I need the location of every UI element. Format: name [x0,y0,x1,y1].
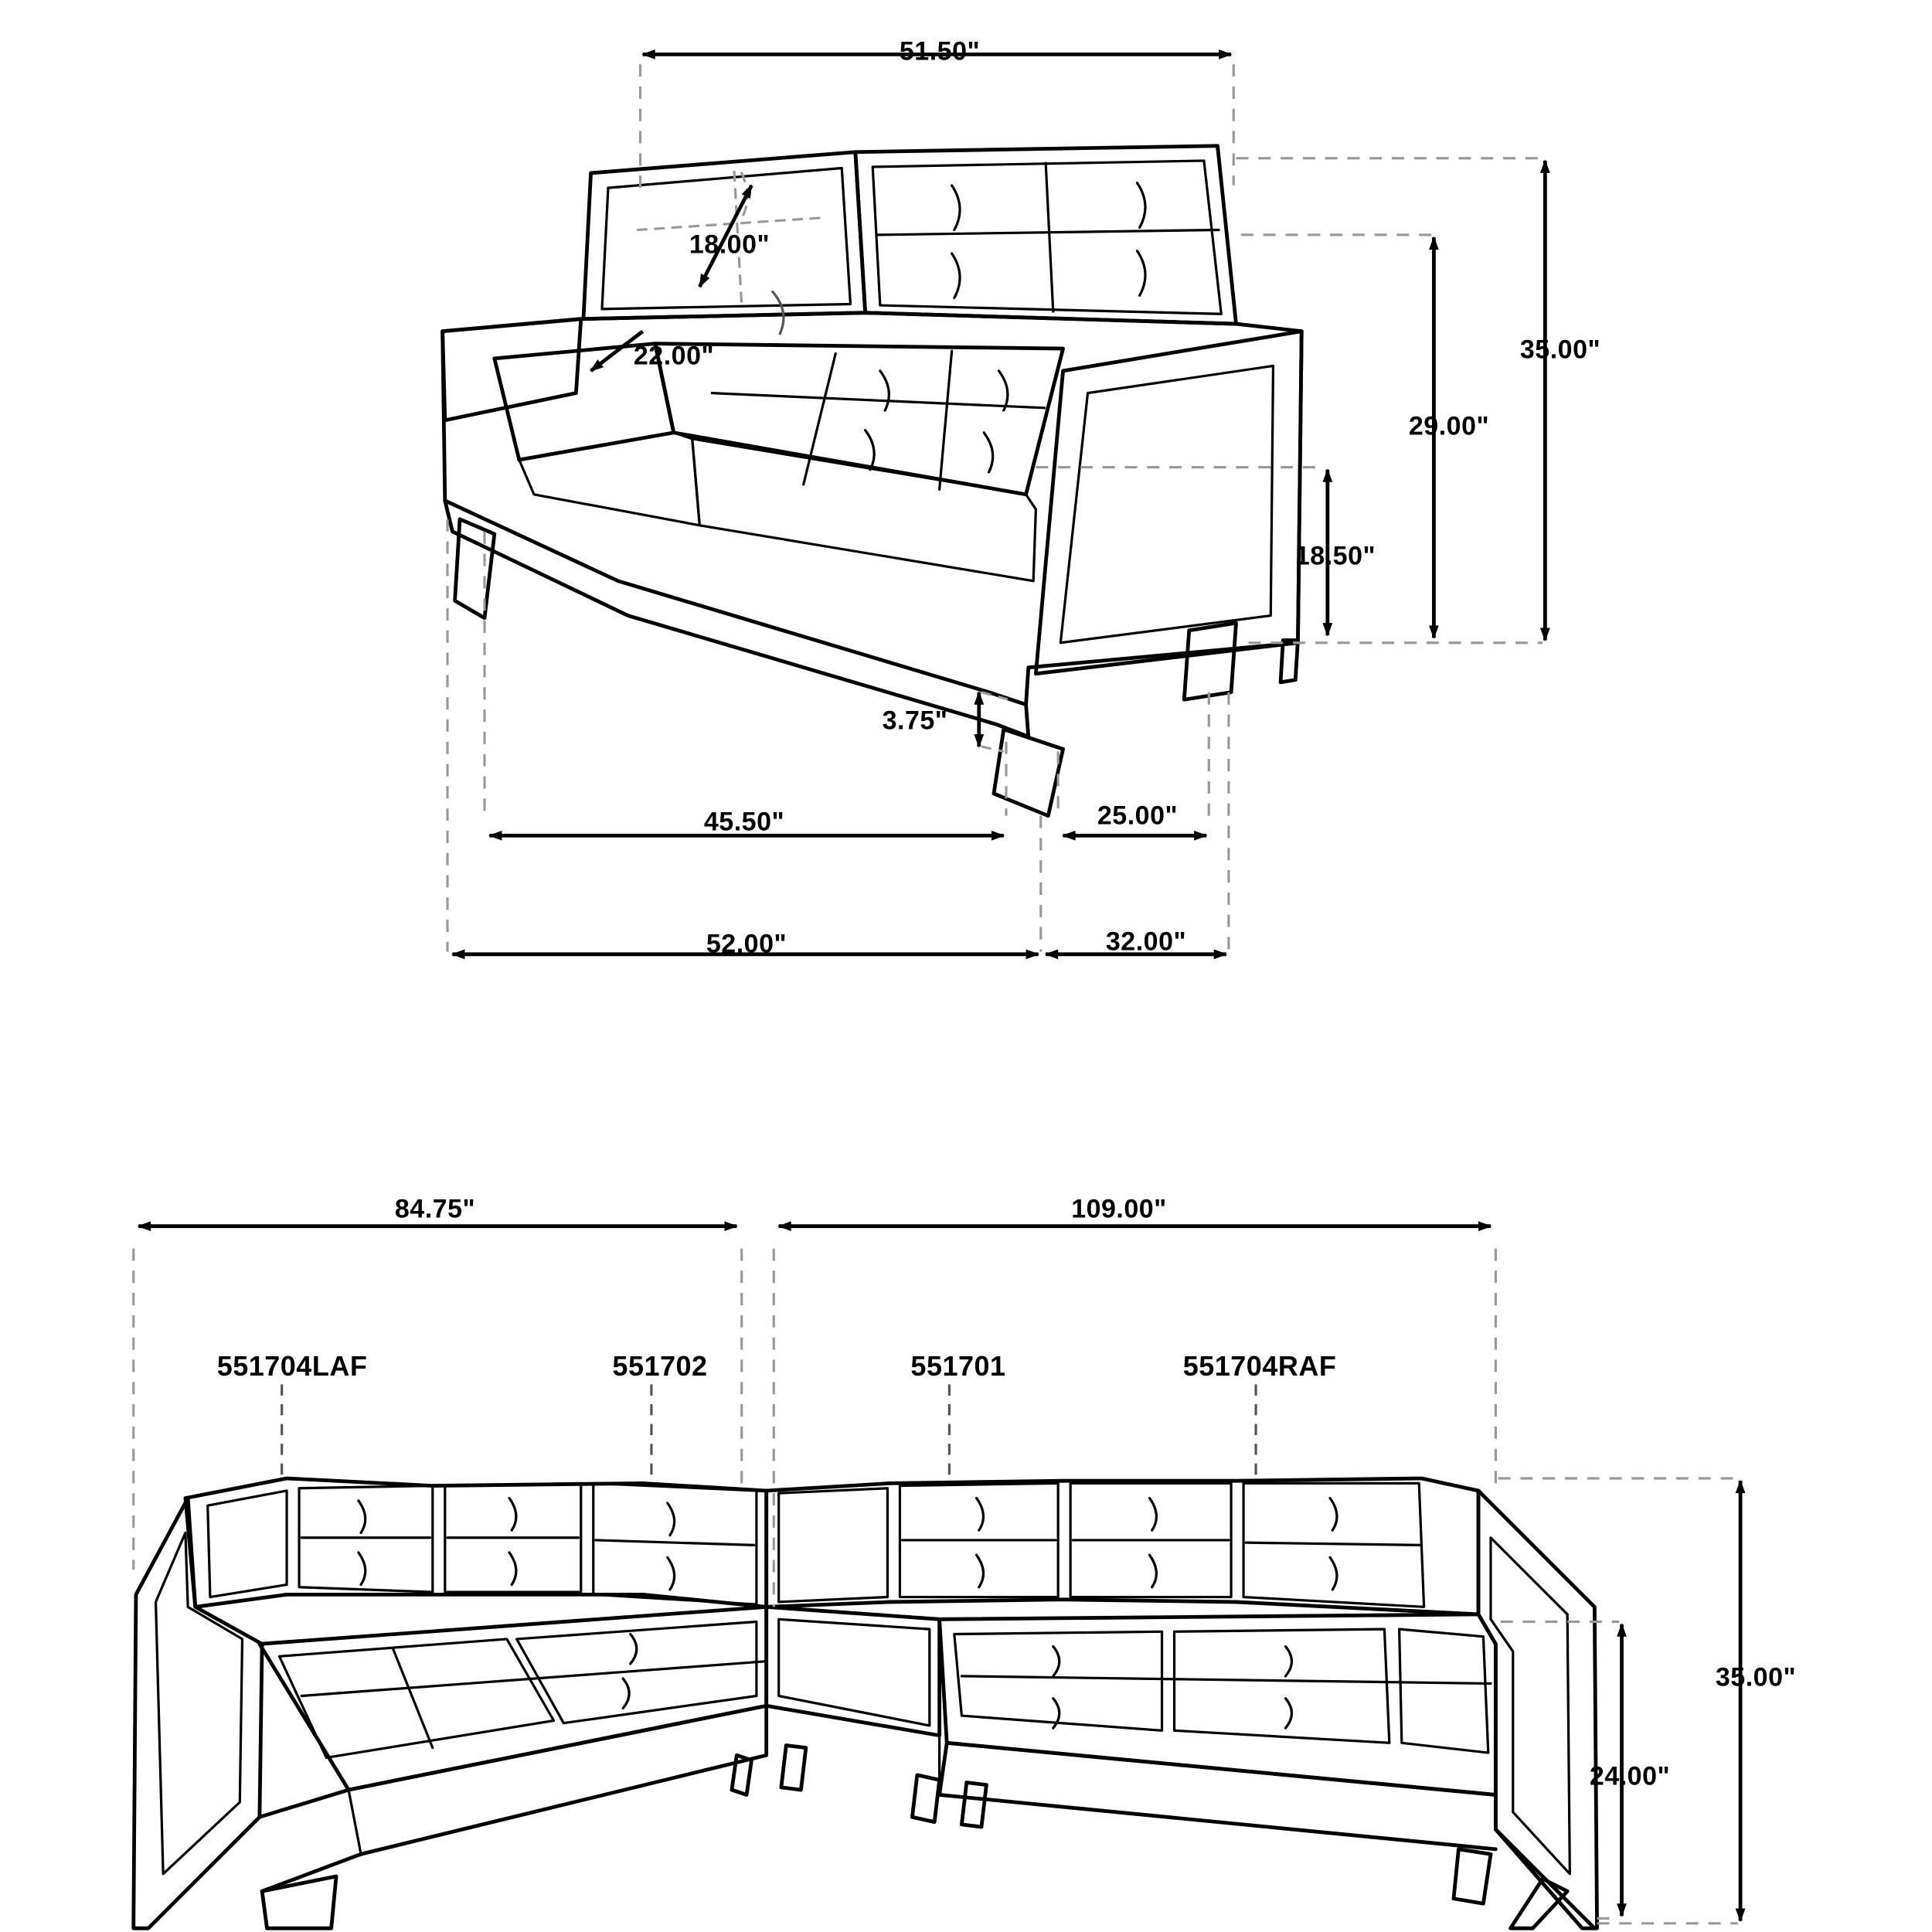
dimension-label-seat-depth: 22.00" [633,341,715,371]
part-label-551701: 551701 [910,1350,1006,1382]
dimension-label-overall-depth: 32.00" [1105,927,1187,957]
dimension-label-cushion-depth: 18.00" [689,230,770,260]
dimension-label-left-span: 84.75" [394,1194,476,1224]
dimension-label-top-width: 51.50" [899,36,981,66]
dimension-label-sectional-arm-height: 24.00" [1589,1761,1671,1791]
dimension-label-back-height: 29.00" [1408,411,1490,441]
part-label-551704RAF: 551704RAF [1182,1350,1337,1382]
dimension-label-seat-height: 18.50" [1294,541,1376,571]
sectional-dimension-lines [134,1226,1740,1923]
dimension-label-inner-seat-width: 45.50" [703,807,785,837]
loveseat-dimension-lines [447,54,1545,954]
loveseat-illustration [443,146,1302,816]
part-label-551704LAF: 551704LAF [216,1350,368,1382]
dimension-label-overall-height: 35.00" [1519,335,1601,365]
dimension-label-sectional-height: 35.00" [1715,1662,1797,1692]
dimension-label-overall-width: 52.00" [706,929,787,959]
part-label-551702: 551702 [612,1350,708,1382]
dimension-label-leg-height: 3.75" [882,706,948,736]
dimension-label-side-depth-inner: 25.00" [1097,801,1179,831]
dimension-label-right-span: 109.00" [1071,1194,1167,1224]
sectional-illustration [134,1478,1597,1928]
